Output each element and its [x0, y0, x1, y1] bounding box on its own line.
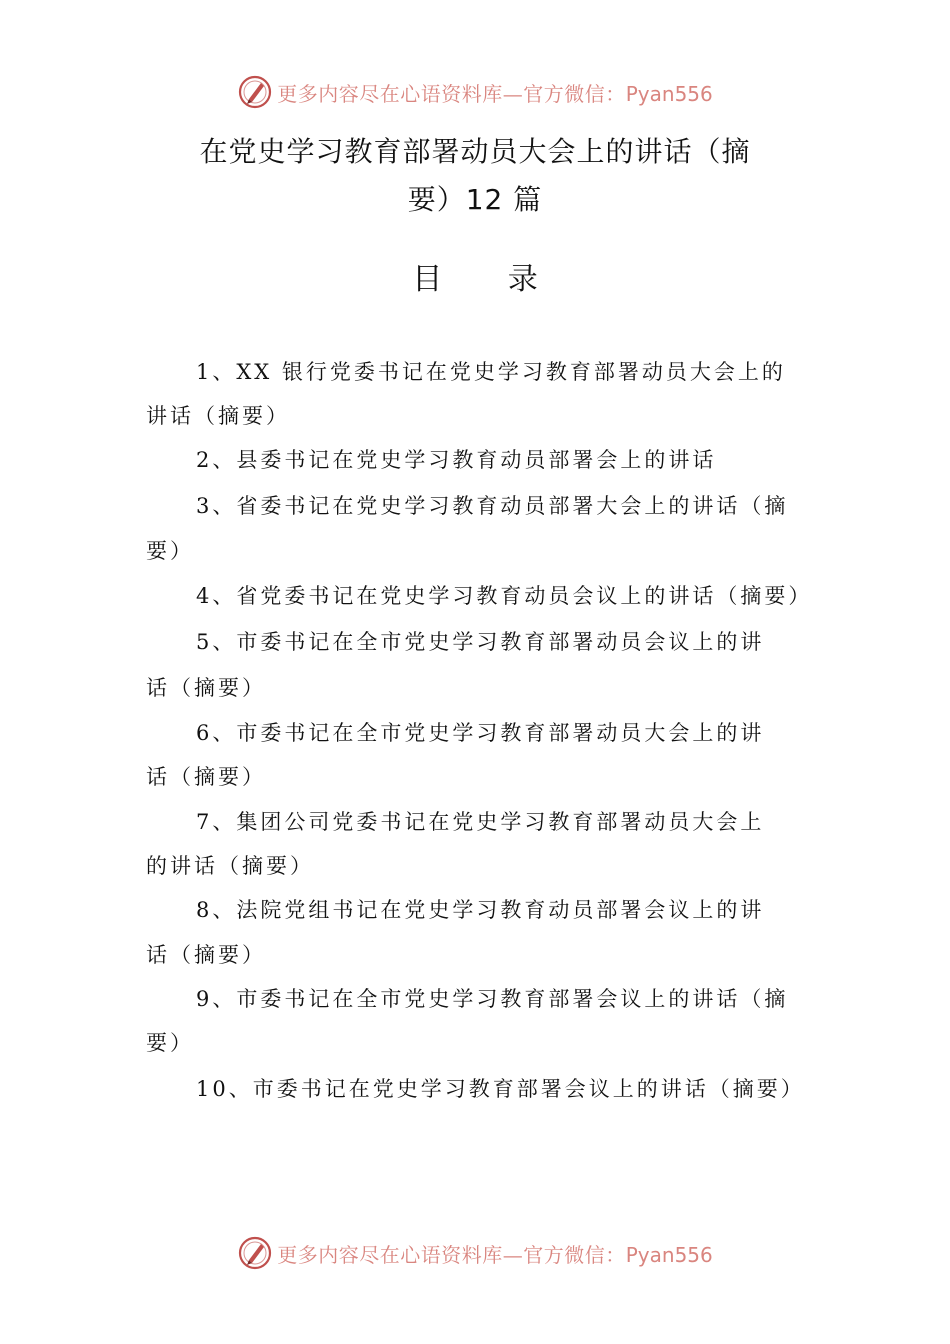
- wechat-id: Pyan556: [625, 1242, 713, 1267]
- toc-item-1: 1、XX 银行党委书记在党史学习教育部署动员大会上的: [196, 360, 786, 384]
- toc-item-1-continued: 讲话（摘要）: [146, 404, 290, 428]
- toc-item-9: 9、市委书记在全市党史学习教育部署会议上的讲话（摘: [196, 987, 789, 1011]
- pen-logo-icon: [237, 74, 273, 110]
- footer-watermark: [0, 1233, 950, 1273]
- toc-item-3: 3、省委书记在党史学习教育动员部署大会上的讲话（摘: [196, 494, 789, 518]
- toc-item-5: 5、市委书记在全市党史学习教育部署动员会议上的讲: [196, 630, 765, 654]
- title-line-1: 在党史学习教育部署动员大会上的讲话（摘: [199, 135, 751, 168]
- header-watermark: [0, 72, 950, 112]
- toc-item-3-continued: 要）: [146, 539, 194, 563]
- toc-item-6-continued: 话（摘要）: [146, 765, 266, 789]
- wechat-id: Pyan556: [625, 81, 713, 106]
- pen-logo-icon: [237, 1235, 273, 1271]
- document-title: [60, 128, 890, 224]
- toc-item-10: 10、市委书记在党史学习教育部署会议上的讲话（摘要）: [196, 1077, 805, 1101]
- watermark-text: 更多内容尽在心语资料库—官方微信：Pyan556: [277, 1242, 713, 1267]
- toc-item-9-continued: 要）: [146, 1031, 194, 1055]
- toc-item-7-continued: 的讲话（摘要）: [146, 854, 314, 878]
- toc-item-8: 8、法院党组书记在党史学习教育动员部署会议上的讲: [196, 898, 765, 922]
- toc-item-2: 2、县委书记在党史学习教育动员部署会上的讲话: [196, 448, 717, 472]
- watermark-text: 更多内容尽在心语资料库—官方微信：Pyan556: [277, 81, 713, 106]
- toc-heading: 目 录: [412, 262, 566, 297]
- toc-item-7: 7、集团公司党委书记在党史学习教育部署动员大会上: [196, 810, 765, 834]
- toc-item-4: 4、省党委书记在党史学习教育动员会议上的讲话（摘要）: [196, 584, 813, 608]
- toc-item-8-continued: 话（摘要）: [146, 943, 266, 967]
- toc-item-6: 6、市委书记在全市党史学习教育部署动员大会上的讲: [196, 721, 765, 745]
- title-line-2: 要）12 篇: [407, 183, 543, 216]
- toc-item-5-continued: 话（摘要）: [146, 676, 266, 700]
